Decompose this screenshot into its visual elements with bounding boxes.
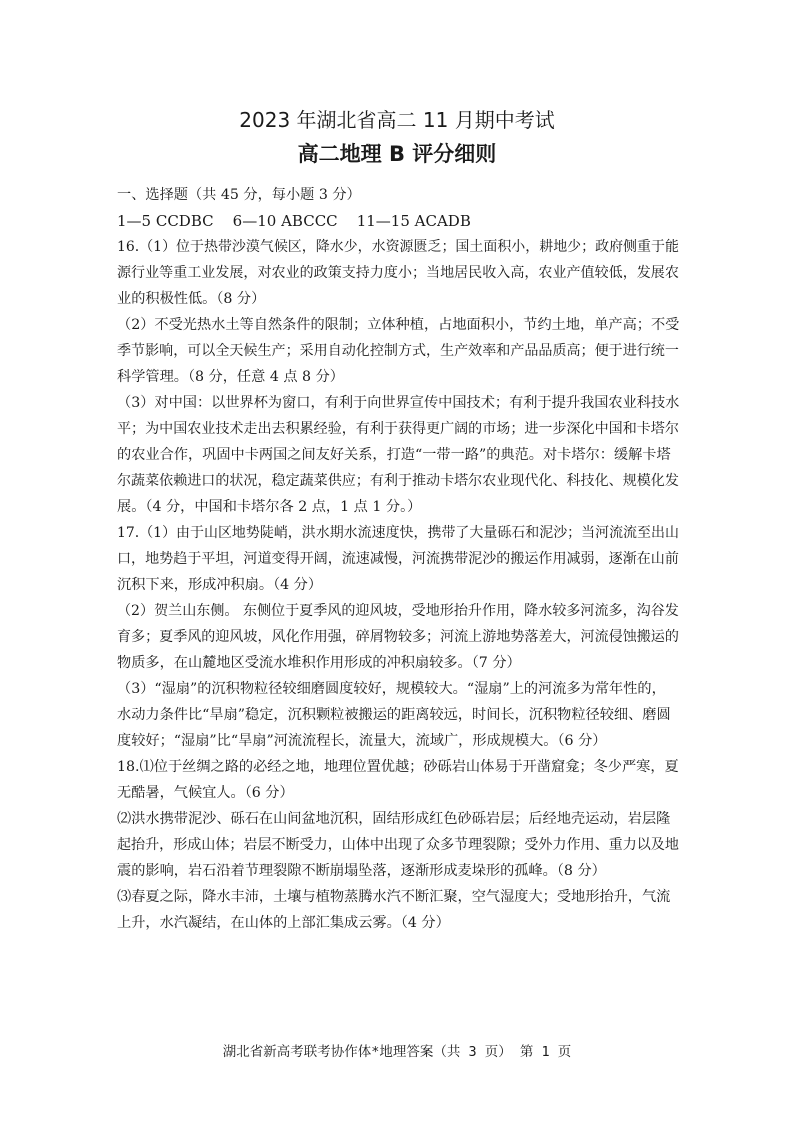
answer-line: （2）不受光热水土等自然条件的限制；立体种植，占地面积小，节约土地，单产高；不受 — [117, 317, 680, 333]
answer-line: 水动力条件比“旱扇”稳定，沉积颗粒被搬运的距离较远，时间长，沉积物粒径较细、磨圆 — [117, 707, 671, 723]
answer-line: 上升，水汽凝结，在山体的上部汇集成云雾。（4 分） — [117, 915, 450, 931]
answer-line: 度较好；“湿扇”比“旱扇”河流流程长，流量大，流域广，形成规模大。（6 分） — [117, 733, 607, 749]
answer-line: 17.（1）由于山区地势陡峭，洪水期水流速度快，携带了大量砾石和泥沙；当河流流至出山 — [117, 525, 679, 541]
mc-answers: 1—5 CCDBC 6—10 ABCCC 11—15 ACADB — [117, 212, 471, 230]
answer-line: 口，地势趋于平坦，河道变得开阔，流速减慢，河流携带泥沙的搬运作用减弱，逐渐在山前 — [117, 551, 679, 567]
answer-line: 震的影响，岩石沿着节理裂隙不断崩塌坠落，逐渐形成麦垛形的孤峰。（8 分） — [117, 863, 606, 879]
answer-line: 季节影响，可以全天候生产；采用自动化控制方式，生产效率和产品品质高；便于进行统一 — [117, 343, 679, 359]
answer-line: 起抬升，形成山体；岩层不断受力，山体中出现了众多节理裂隙；受外力作用、重力以及地 — [117, 837, 679, 853]
answer-line: 育多；夏季风的迎风坡，风化作用强，碎屑物较多；河流上游地势落差大，河流侵蚀搬运的 — [117, 629, 679, 645]
answer-line: 物质多，在山麓地区受流水堆积作用形成的冲积扇较多。（7 分） — [117, 655, 521, 671]
answer-key-subtitle: 高二地理 B 评分细则 — [297, 142, 497, 166]
answer-line: （3）“湿扇”的沉积物粒径较细磨圆度较好，规模较大。“湿扇”上的河流多为常年性的， — [117, 681, 666, 697]
answer-line: ⑵洪水携带泥沙、砾石在山间盆地沉积，固结形成红色砂砾岩层；后经地壳运动，岩层隆 — [117, 811, 671, 827]
answer-line: 科学管理。（8 分，任意 4 点 8 分） — [117, 369, 344, 385]
exam-title: 2023 年湖北省高二 11 月期中考试 — [239, 108, 555, 132]
answer-line: 的农业合作，巩固中卡两国之间友好关系，打造“一带一路”的典范。对卡塔尔：缓解卡塔 — [117, 447, 671, 463]
answer-line: 18.⑴位于丝绸之路的必经之地，地理位置优越；砂砾岩山体易于开凿窟龛；冬少严寒，夏 — [117, 759, 679, 775]
page-footer: 湖北省新高考联考协作体*地理答案（共 3 页） 第 1 页 — [222, 1044, 572, 1060]
answer-line: 源行业等重工业发展，对农业的政策支持力度小；当地居民收入高，农业产值较低，发展农 — [117, 265, 679, 281]
answer-line: ⑶春夏之际，降水丰沛，土壤与植物蒸腾水汽不断汇聚，空气湿度大；受地形抬升，气流 — [117, 889, 671, 905]
answer-line: 16.（1）位于热带沙漠气候区，降水少，水资源匮乏；国土面积小，耕地少；政府侧重于能 — [117, 239, 679, 255]
answer-line: 展。（4 分，中国和卡塔尔各 2 点，1 点 1 分。） — [117, 499, 422, 515]
answer-line: （2）贺兰山东侧。 东侧位于夏季风的迎风坡，受地形抬升作用，降水较多河流多，沟谷发 — [117, 603, 679, 619]
answer-line: 平；为中国农业技术走出去积累经验，有利于获得更广阔的市场；进一步深化中国和卡塔尔 — [117, 421, 679, 437]
answer-line: 业的积极性低。（8 分） — [117, 291, 266, 307]
answer-line: 尔蔬菜依赖进口的状况，稳定蔬菜供应；有利于推动卡塔尔农业现代化、科技化、规模化发 — [117, 473, 679, 489]
answer-body — [117, 182, 679, 936]
answer-line: （3）对中国：以世界杯为窗口，有利于向世界宣传中国技术；有利于提升我国农业科技水 — [117, 395, 680, 411]
section-heading: 一、选择题（共 45 分，每小题 3 分） — [117, 187, 361, 203]
answer-line: 无酷暑，气候宜人。（6 分） — [117, 785, 294, 801]
answer-line: 沉积下来，形成冲积扇。（4 分） — [117, 577, 323, 593]
